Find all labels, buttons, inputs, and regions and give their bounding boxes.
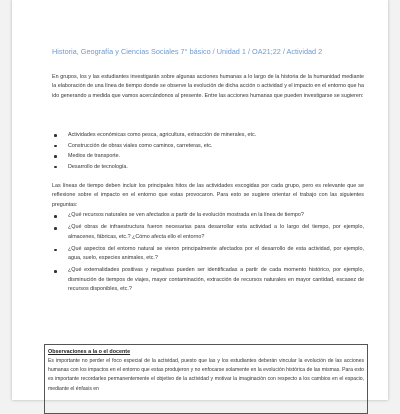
intro-paragraph: En grupos, los y las estudiantes investigarán sobre algunas acciones humanas a lo largo de la historia de la humanidad mediante la elaboración de una línea de tiempo donde se observe la evolución de dicha acción o actividad y el impacto en el entorno que ha ido generando a medida que vamos acercándonos al presente. Entre las acciones humanas que pueden investigarse se sugieren: bbox=[52, 74, 364, 99]
question-item: ¿Qué obras de infraestructura fueron necesarias para desarrollar esta actividad a lo largo del tiempo, por ejemplo, almacenes, fábricas, etc.? ¿Cómo afecta ello el entorno? bbox=[52, 223, 364, 242]
teacher-observations-box bbox=[44, 344, 368, 414]
question-item: ¿Qué aspectos del entorno natural se vieron principalmente afectados por el desarrollo de esta actividad, por ejemplo, agua, suelo, especies animales, etc.? bbox=[52, 245, 364, 264]
list-item: Medios de transporte. bbox=[52, 151, 352, 162]
suggested-actions-list bbox=[52, 130, 352, 172]
timeline-guidance-paragraph: Las líneas de tiempo deben incluir los principales hitos de las actividades escogidas por cada grupo, pero es relevante que se reflexione sobre el impacto en el entorno que estas provocaron. Para esto se sugiere orientar el trabajo con las siguientes preguntas: bbox=[52, 183, 364, 208]
observations-text: Es importante no perder el foco especial de la actividad, puesto que las y los estudiantes deberán vincular la evolución de las acciones humanas con los impactos en el entorno que estas produjeron y no enfocarse solamente en la evolución histórica de las mismas. Para esto es importante recordarles permanentemente el objetivo de la actividad y motivar la imaginación con respecto a los cambios en el espacio, mediante el énfasis en bbox=[48, 358, 364, 392]
list-item: Actividades económicas como pesca, agricultura, extracción de minerales, etc. bbox=[52, 130, 352, 141]
question-item: ¿Qué recursos naturales se ven afectados a partir de la evolución mostrada en la línea de tiempo? bbox=[52, 211, 364, 221]
observations-title: Observaciones a la o el docente bbox=[48, 349, 131, 355]
document-page bbox=[12, 0, 388, 400]
list-item: Construcción de obras viales como caminos, carreteras, etc. bbox=[52, 141, 352, 152]
breadcrumb: Historia, Geografía y Ciencias Sociales 7° básico / Unidad 1 / OA21;22 / Actividad 2 bbox=[52, 47, 323, 56]
question-item: ¿Qué externalidades positivas y negativas pueden ser identificadas a partir de cada momento histórico, por ejemplo, disminución de tiempos de viajes, mayor contaminación, extracción de recursos naturales en mayor cantidad, escasez de recursos disponibles, etc.? bbox=[52, 266, 364, 295]
guiding-questions-list bbox=[52, 211, 364, 297]
list-item: Desarrollo de tecnología. bbox=[52, 162, 352, 173]
